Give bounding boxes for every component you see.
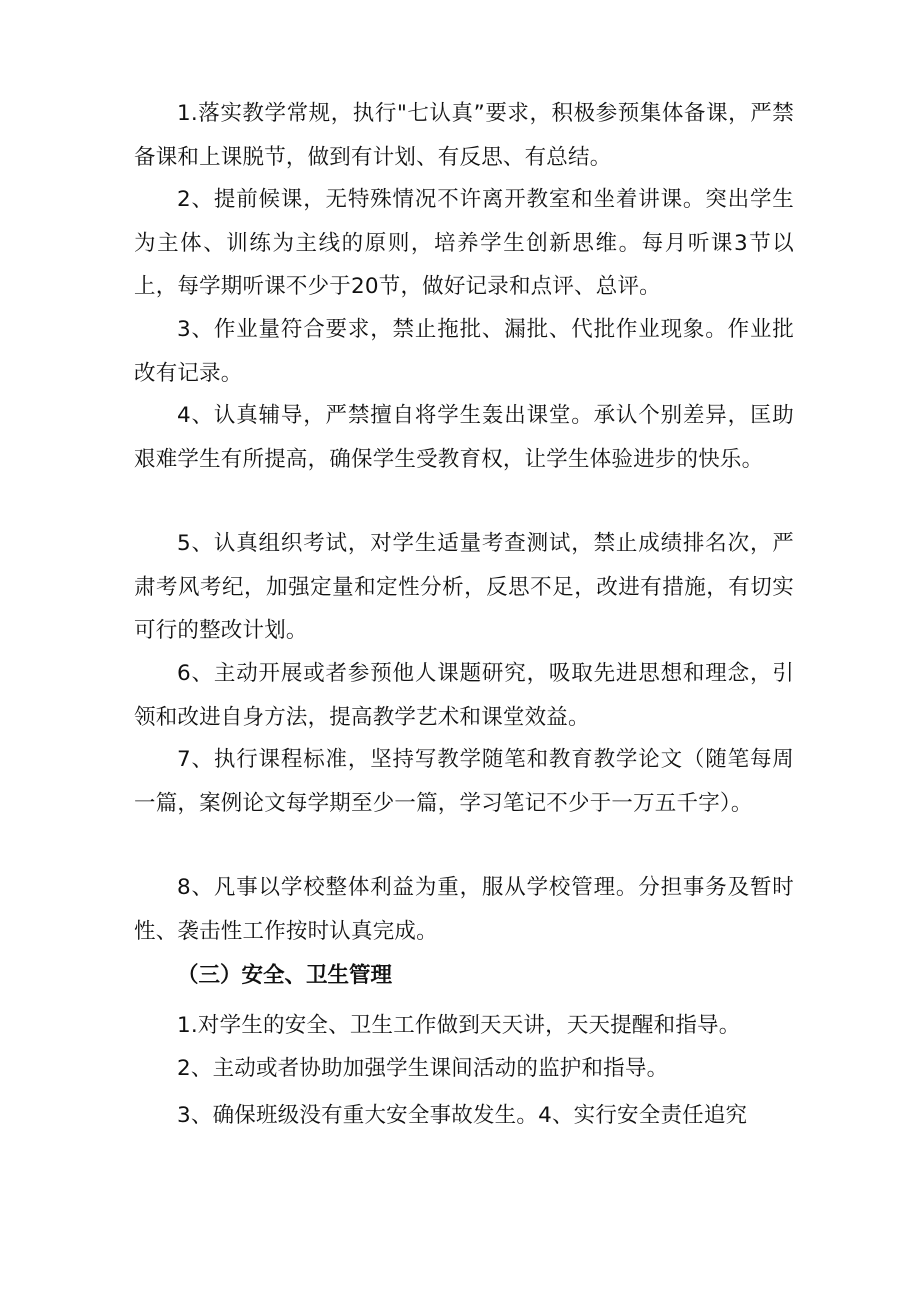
paragraph-item-4: 4、认真辅导，严禁擅自将学生轰出课堂。承认个别差异，匡助艰难学生有所提高，确保学生受教育权，让学生体验进步的快乐。 [134, 403, 794, 472]
section-paragraph-3: 3、确保班级没有重大安全事故发生。4、实行安全责任追究 [177, 1103, 748, 1128]
section-paragraph-2: 2、主动或者协助加强学生课间活动的监护和指导。 [177, 1056, 669, 1081]
paragraph-item-7: 7、执行课程标准，坚持写教学随笔和教育教学论文（随笔每周一篇，案例论文每学期至少一篇，学习笔记不少于一万五千字）。 [134, 747, 794, 816]
paragraph-item-5: 5、认真组织考试，对学生适量考查测试，禁止成绩排名次，严肃考风考纪，加强定量和定性分析，反思不足，改进有措施，有切实可行的整改计划。 [134, 531, 794, 643]
section-paragraph-1: 1.对学生的安全、卫生工作做到天天讲，天天提醒和指导。 [177, 1013, 741, 1038]
paragraph-item-2: 2、提前候课，无特殊情况不许离开教室和坐着讲课。突出学生为主体、训练为主线的原则，培养学生创新思维。每月听课3节以上，每学期听课不少于20节，做好记录和点评、总评。 [134, 187, 794, 299]
paragraph-item-3: 3、作业量符合要求，禁止拖批、漏批、代批作业现象。作业批改有记录。 [134, 317, 794, 386]
section-heading: （三）安全、卫生管理 [177, 963, 393, 988]
paragraph-item-1: 1.落实教学常规，执行"七认真”要求，积极参预集体备课，严禁备课和上课脱节，做到有计划、有反思、有总结。 [134, 101, 794, 170]
paragraph-item-6: 6、主动开展或者参预他人课题研究，吸取先进思想和理念，引领和改进自身方法，提高教学艺术和课堂效益。 [134, 661, 794, 730]
paragraph-item-8: 8、凡事以学校整体利益为重，服从学校管理。分担事务及暂时性、袭击性工作按时认真完成。 [134, 875, 794, 944]
